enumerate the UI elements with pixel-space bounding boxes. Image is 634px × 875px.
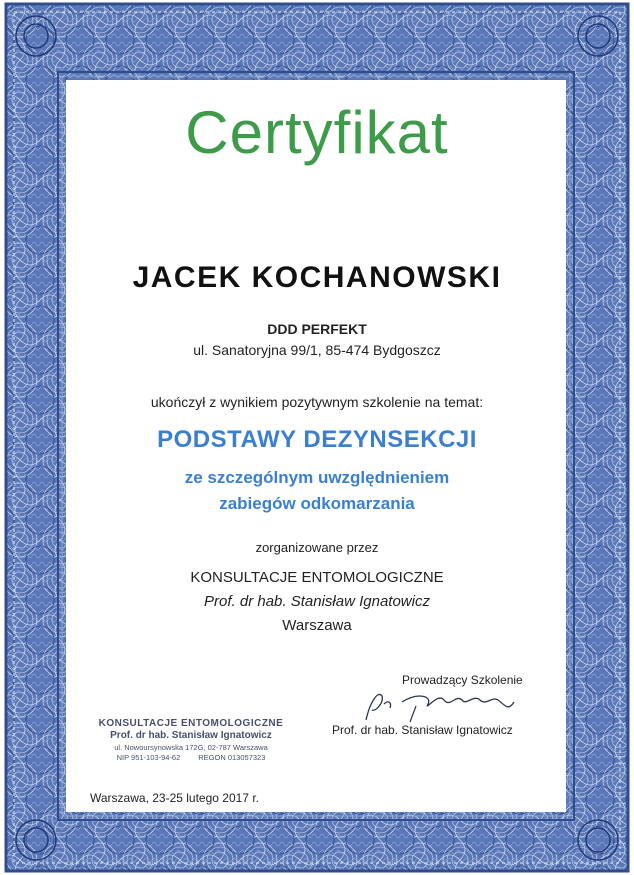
certificate-title: Certyfikat bbox=[185, 99, 449, 166]
completion-statement: ukończył z wynikiem pozytywnym szkolenie na temat: bbox=[150, 394, 484, 410]
stamp-regon: REGON 013057323 bbox=[198, 753, 266, 762]
stamp-line-4 bbox=[98, 753, 284, 762]
recipient-address: ul. Sanatoryjna 99/1, 85-474 Bydgoszcz bbox=[193, 342, 441, 358]
stamp-nip: NIP 951-103-94-62 bbox=[116, 753, 181, 762]
organized-by-label: zorganizowane przez bbox=[255, 540, 379, 555]
recipient-company: DDD PERFEKT bbox=[267, 321, 367, 337]
stamp-line-2: Prof. dr hab. Stanisław Ignatowicz bbox=[110, 730, 272, 741]
issue-date: Warszawa, 23-25 lutego 2017 r. bbox=[90, 791, 259, 805]
stamp-line-1: KONSULTACJE ENTOMOLOGICZNE bbox=[98, 718, 284, 729]
course-title: PODSTAWY DEZYNSEKCJI bbox=[157, 426, 477, 453]
recipient-name: JACEK KOCHANOWSKI bbox=[132, 261, 502, 294]
course-subtitle-line1: ze szczególnym uwzględnieniem bbox=[184, 468, 450, 487]
stamp-line-3: ul. Nowoursynowska 172G, 02-787 Warszawa bbox=[114, 743, 268, 752]
organizer-city: Warszawa bbox=[282, 617, 352, 634]
organizer-person: Prof. dr hab. Stanisław Ignatowicz bbox=[204, 593, 430, 610]
course-subtitle-line2: zabiegów odkomarzania bbox=[219, 494, 415, 513]
handwritten-signature bbox=[358, 682, 528, 728]
organizer-stamp bbox=[98, 718, 284, 762]
trainer-name: Prof. dr hab. Stanisław Ignatowicz bbox=[332, 723, 513, 737]
trainer-label: Prowadzący Szkolenie bbox=[402, 673, 523, 687]
organizer-name: KONSULTACJE ENTOMOLOGICZNE bbox=[190, 569, 444, 586]
